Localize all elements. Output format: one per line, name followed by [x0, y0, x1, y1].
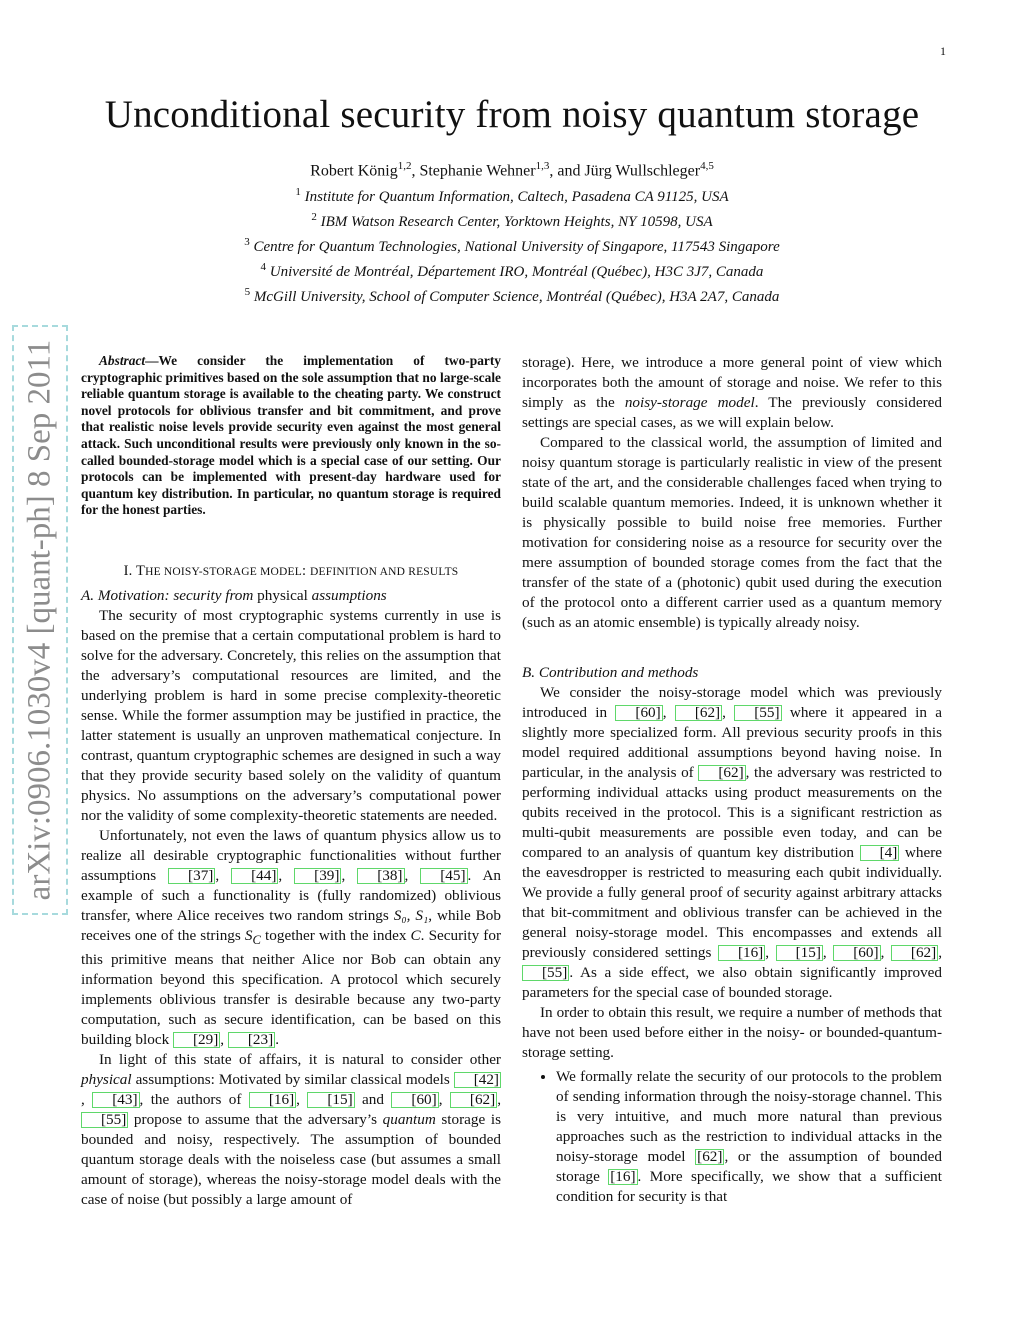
affiliation-list — [0, 182, 1024, 307]
citation-link[interactable]: [39] — [294, 868, 341, 884]
affiliation-number: 2 — [311, 211, 317, 223]
text-run: . Security for this primitive means that neither Alice nor Bob can obtain any information beyond this specification. A protocol which securely implements oblivious transfer is desirable because any two-party computation, such as secure identification, can be based on this building block — [81, 926, 501, 1048]
text-run: . The previously considered settings are special cases, as we will explain below. — [522, 394, 942, 431]
citation-link[interactable]: [15] — [307, 1092, 354, 1108]
paragraph — [81, 1050, 501, 1210]
citation-link[interactable]: [15] — [776, 945, 823, 961]
paragraph: The security of most cryptographic systems currently in use is based on the premise that a certain computational problem is hard to solve for the adversary. Concretely, this relies on the assumption that the adversary’s computational resources are limited, and the underlying problem is hard in some precise complexity-theoretic sense. While the former assumption may be justified in practice, the latter statement is usually an unproven mathematical conjecture. In contrast, quantum cryptographic schemes are designed in such a way that they provide security based solely on the validity of quantum physics. No assumptions on the adversary’s computational power nor the validity of some complexity-theoretic statements are needed. — [81, 606, 501, 824]
text-run: , — [220, 1030, 228, 1048]
citation-link[interactable]: [55] — [81, 1112, 128, 1128]
citation-link[interactable]: [55] — [522, 965, 569, 981]
subsection-roman-word: physical — [257, 586, 308, 604]
affiliation-text: Université de Montréal, Département IRO, Montréal (Québec), H3C 3J7, Canada — [269, 264, 764, 280]
text-run: In light of this state of affairs, it is natural to consider other — [99, 1050, 501, 1068]
subsection-label: A. Motivation: security from — [81, 586, 258, 604]
text-run: , — [938, 944, 943, 961]
text-run: , — [341, 866, 358, 884]
math-subscript: C — [252, 932, 261, 947]
citation-link[interactable]: [55] — [734, 705, 781, 721]
list-item — [556, 1067, 942, 1207]
text-run: , — [497, 1090, 502, 1108]
paragraph — [522, 683, 942, 1003]
emphasis: physical — [81, 1070, 132, 1088]
text-run: , — [215, 866, 232, 884]
affiliation-text: McGill University, School of Computer Science, Montréal (Québec), H3A 2A7, Canada — [253, 289, 780, 305]
subsection-label-tail: assumptions — [307, 586, 387, 604]
affiliation-line — [0, 282, 1024, 307]
page-number: 1 — [940, 44, 946, 58]
citation-link[interactable]: [37] — [168, 868, 215, 884]
text-run: , the authors of — [139, 1090, 249, 1108]
text-run: assumptions: Motivated by similar classical models — [131, 1070, 454, 1088]
text-run: , — [296, 1090, 308, 1108]
affiliation-line — [0, 257, 1024, 282]
section-title-part: DEFINITION AND RESULTS — [310, 565, 459, 578]
affiliation-line — [0, 207, 1024, 232]
text-run: , — [822, 944, 834, 961]
text-run: . As a side effect, we also obtain significantly improved parameters for the special case of bounded storage. — [522, 964, 942, 1001]
citation-link[interactable]: [62] — [891, 945, 938, 961]
abstract — [81, 353, 501, 519]
text-run: , — [765, 944, 776, 961]
text-run: where the eavesdropper is restricted to measuring each qubit individually. We provide a fully general proof of security against arbitrary attacks that bit-commitment and oblivious transfer can be achieved in the general noisy-storage model. This encompasses and extends all previously considered settings — [522, 844, 942, 961]
paragraph — [81, 826, 501, 1050]
affiliation-number: 5 — [244, 286, 251, 298]
author-affil-sup: 4,5 — [700, 160, 714, 172]
author-list — [0, 160, 1024, 180]
text-run: , — [81, 1090, 93, 1108]
text-run: and — [354, 1090, 392, 1108]
affiliation-number: 4 — [260, 261, 267, 273]
affiliation-text: Institute for Quantum Information, Caltech, Pasadena CA 91125, USA — [304, 189, 729, 205]
citation-link[interactable]: [62] — [675, 705, 722, 721]
affiliation-text: Centre for Quantum Technologies, National University of Singapore, 117543 Singapore — [253, 239, 780, 255]
arxiv-identifier: arXiv:0906.1030v4 [quant-ph] 8 Sep 2011 — [21, 339, 58, 901]
author-separator: , and — [549, 162, 585, 180]
contribution-list — [522, 1067, 942, 1207]
citation-link[interactable]: [23] — [228, 1032, 275, 1048]
citation-link[interactable]: [44] — [231, 868, 278, 884]
citation-link[interactable]: [38] — [357, 868, 404, 884]
affiliation-number: 1 — [295, 186, 301, 198]
text-run: We consider the noisy-storage model which was previously introduced in — [522, 684, 942, 721]
citation-link[interactable]: [16] — [718, 945, 765, 961]
paragraph — [522, 353, 942, 433]
text-run: where it appeared in a slightly more specialized form. All previous security proofs in this model required additional assumptions beyond having noise. In particular, in the analysis of — [522, 704, 942, 781]
section-title-colon: : — [301, 562, 311, 579]
math-inline: S — [244, 926, 253, 944]
citation-link[interactable]: [43] — [92, 1092, 139, 1108]
affiliation-text: IBM Watson Research Center, Yorktown Heights, NY 10598, USA — [320, 214, 713, 230]
author-name: Robert König — [310, 162, 398, 180]
citation-link[interactable]: [45] — [420, 868, 467, 884]
text-run: , the adversary was restricted to performing individual attacks using product measurements on the qubits received in the protocol. This is a significant restriction as multi-qubit measurements are possible even today, and can be compared to an analysis of quantum key distribution — [522, 764, 942, 861]
math-inline: S₀, S₁ — [393, 906, 429, 924]
affiliation-number: 3 — [244, 236, 250, 248]
author-name: Jürg Wullschleger — [584, 162, 701, 180]
abstract-text: —We consider the implementation of two-party cryptographic primitives based on the sole assumption that no large-scale reliable quantum storage is available to the cheating party. We construct novel protocols for oblivious transfer and bit commitment, and prove that realistic noise levels provide security even against the most general attack. Such unconditional results were previously only known in the so-called bounded-storage model which is a special case of our setting. Our protocols can be implemented with present-day hardware used for quantum key distribution. In particular, no quantum storage is required for the honest parties. — [81, 353, 501, 518]
citation-link[interactable]: [62] — [698, 765, 745, 781]
author-affil-sup: 1,2 — [397, 160, 412, 172]
citation-link[interactable]: [29] — [173, 1032, 220, 1048]
emphasis: noisy-storage model — [624, 394, 755, 411]
text-run: , — [404, 866, 421, 884]
text-run: . More specifically, we show that a sufficient condition for security is that — [556, 1168, 942, 1205]
author-name: Stephanie Wehner — [419, 162, 536, 180]
citation-link[interactable]: [16] — [249, 1092, 296, 1108]
text-run: storage is bounded and noisy, respectively. The assumption of bounded quantum storage deals with the noiseless case (but assumes a small amount of storage), whereas the noisy-storage model deals with the case of noise (but possibly a large amount of — [81, 1110, 501, 1208]
text-run: . An example of such a functionality is (fully randomized) oblivious transfer, where Alice receives two random strings — [81, 866, 502, 924]
citation-link[interactable]: [62] — [697, 1148, 723, 1165]
citation-link[interactable]: [42] — [454, 1072, 501, 1088]
text-run: , — [278, 866, 295, 884]
author-separator: , — [411, 162, 420, 180]
affiliation-line — [0, 182, 1024, 207]
citation-link[interactable]: [62] — [450, 1092, 497, 1108]
emphasis: quantum — [382, 1110, 436, 1128]
citation-link[interactable]: [60] — [833, 945, 880, 961]
text-run: , — [880, 944, 891, 961]
paper-title: Unconditional security from noisy quantum storage — [104, 93, 920, 136]
citation-link[interactable]: [60] — [391, 1092, 438, 1108]
abstract-label: Abstract — [99, 353, 146, 368]
paragraph: Compared to the classical world, the assumption of limited and noisy quantum storage is particularly realistic in view of the present state of the art, and the considerable challenges faced when trying to build scalable quantum memories. Indeed, it is unknown whether it is physically possible to build noise free memories. Further motivation for considering noise as a resource for security over the mere assumption of bounded storage comes from the fact that the transfer of the state of a (photonic) qubit used during the execution of the protocol onto a different carrier used as a quantum memory (such as an atomic ensemble) is typically already noisy. — [522, 434, 942, 631]
arxiv-stamp — [12, 325, 68, 915]
section-title-part: HE NOISY-STORAGE MODEL — [145, 565, 302, 578]
affiliation-line — [0, 232, 1024, 257]
citation-link[interactable]: [16] — [610, 1168, 636, 1185]
section-heading — [81, 561, 501, 582]
subsection-heading: B. Contribution and methods — [522, 664, 699, 681]
text-run: , — [662, 704, 675, 721]
text-run: storage). Here, we introduce a more general point of view which incorporates both the amount of storage and noise. We refer to this simply as the — [522, 354, 942, 411]
author-affil-sup: 1,3 — [535, 160, 550, 172]
math-inline: C — [410, 926, 421, 944]
text-run: together with the index — [260, 926, 411, 944]
citation-link[interactable]: [4] — [860, 845, 900, 861]
section-title-cap: T — [136, 562, 146, 579]
subsection-heading — [81, 586, 501, 606]
citation-link[interactable]: [60] — [615, 705, 662, 721]
text-run: , while Bob receives one of the strings — [81, 906, 501, 944]
text-run: , or the assumption of bounded storage — [556, 1148, 942, 1185]
paragraph: In order to obtain this result, we require a number of methods that have not been used before either in the noisy- or bounded-quantum-storage setting. — [522, 1004, 942, 1061]
text-run: propose to assume that the adversary’s — [128, 1110, 383, 1128]
text-run: , — [438, 1090, 450, 1108]
text-run: , — [722, 704, 735, 721]
section-number: I. — [123, 562, 137, 579]
text-run: . — [275, 1030, 279, 1048]
text-run: We formally relate the security of our protocols to the problem of sending information through the noisy-storage channel. This is very intuitive, and much more natural than previous approaches such as the restriction to individual attacks in the noisy-storage model — [556, 1068, 942, 1165]
left-column — [81, 353, 501, 1210]
right-column — [522, 353, 942, 1207]
text-run: Unfortunately, not even the laws of quantum physics allow us to realize all desirable cryptographic functionalities without further assumptions — [81, 826, 501, 884]
